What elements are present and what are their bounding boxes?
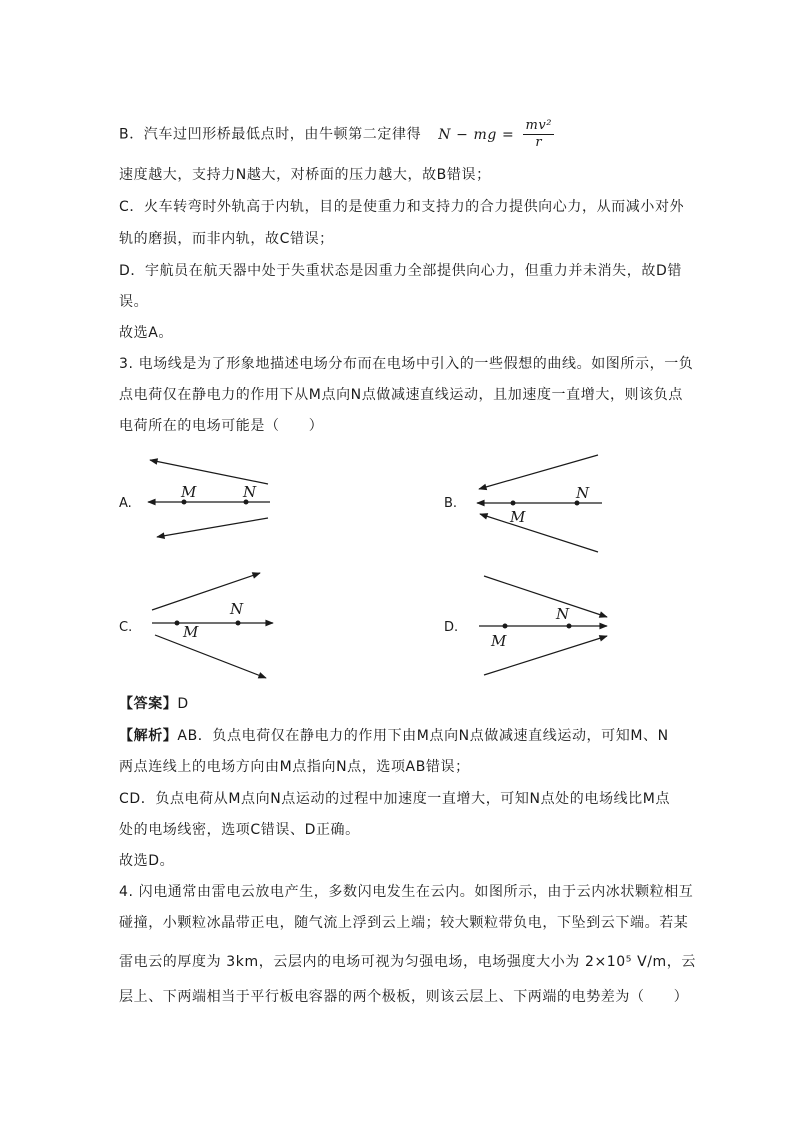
choose-a: 故选A。 [119,325,173,341]
question-4-line-1: 4. 闪电通常由雷电云放电产生，多数闪电发生在云内。如图所示，由于云内冰状颗粒相互 [119,884,694,900]
figure-d-label-n: N [556,605,570,623]
figure-d-option-label: D. [444,620,459,635]
figure-b-option-label: B. [444,496,458,511]
question-3-line-2: 点电荷仅在静电力的作用下从M点向N点做减速直线运动，且加速度一直增大，则该负点 [119,387,683,403]
figure-a-upper-field-line [150,460,268,484]
analysis-line-1 [119,726,669,746]
figure-b [444,455,602,552]
question-4-line-2: 碰撞，小颗粒冰晶带正电，随气流上浮到云上端；较大颗粒带负电，下坠到云下端。若某 [119,915,689,931]
choose-d: 故选D。 [119,853,175,869]
question-3-line-1: 3. 电场线是为了形象地描述电场分布而在电场中引入的一些假想的曲线。如图所示，一负 [119,356,694,372]
question-4-line-3: 雷电云的厚度为 3km，云层内的电场可视为匀强电场，电场强度大小为 2×10⁵ V/m，云 [119,954,696,970]
figure-c-option-label: C. [119,620,133,635]
figure-c-label-m: M [183,623,199,641]
figure-d-upper-field-line [484,576,607,617]
analysis-line-4: 处的电场线密，选项C错误、D正确。 [119,822,360,838]
figure-c-upper-field-line [152,573,260,610]
figure-a-option-label: A. [119,496,132,511]
fraction-denominator: r [535,135,543,150]
analysis-line-2: 两点连线上的电场方向由M点指向N点，选项AB错误； [119,759,470,775]
figure-c-lower-field-line [155,635,266,678]
option-c-line-2: 轨的磨损，而非内轨，故C错误； [119,231,334,247]
analysis-line-3: CD．负点电荷从M点向N点运动的过程中加速度一直增大，可知N点处的电场线比M点 [119,791,671,807]
newton-equation-lhs: N − mg = [438,126,515,143]
figure-d-point-m [503,624,508,629]
question-4-line-4: 层上、下两端相当于平行板电容器的两个极板，则该云层上、下两端的电势差为（ ） [119,989,689,1005]
figure-b-label-n: N [576,484,590,502]
figure-c [119,573,273,678]
option-b-conclusion: 速度越大，支持力N越大，对桥面的压力越大，故B错误； [119,167,491,183]
figure-b-point-m [511,501,516,506]
answer-tag: 【答案】 [119,696,178,712]
figure-c-point-n [236,621,241,626]
answer-line [119,694,189,714]
figure-d [444,576,607,675]
figure-c-point-m [175,621,180,626]
option-d-line-2: 误。 [119,294,149,310]
figure-d-point-n [567,624,572,629]
option-c-line-1: C．火车转弯时外轨高于内轨，目的是使重力和支持力的合力提供向心力，从而减小对外 [119,199,685,215]
figure-b-label-m: M [510,508,526,526]
figure-a [119,460,270,537]
figure-b-lower-field-line [480,514,598,552]
analysis-tag: 【解析】 [119,728,178,744]
analysis-text-1: AB．负点电荷仅在静电力的作用下由M点向N点做减速直线运动，可知M、N [177,728,669,744]
figure-a-label-m: M [181,483,197,501]
figure-d-label-m: M [491,632,507,650]
question-3-line-3: 电荷所在的电场可能是（ ） [119,418,324,434]
figure-a-label-n: N [243,483,257,501]
option-d-line-1: D．宇航员在航天器中处于失重状态是因重力全部提供向心力，但重力并未消失，故D错 [119,263,682,279]
fraction-numerator: mv² [525,118,553,133]
answer-value: D [177,696,189,712]
figure-a-lower-field-line [157,518,268,537]
figure-c-label-n: N [230,600,244,618]
option-b-intro: B．汽车过凹形桥最低点时，由牛顿第二定律得 [119,126,422,143]
